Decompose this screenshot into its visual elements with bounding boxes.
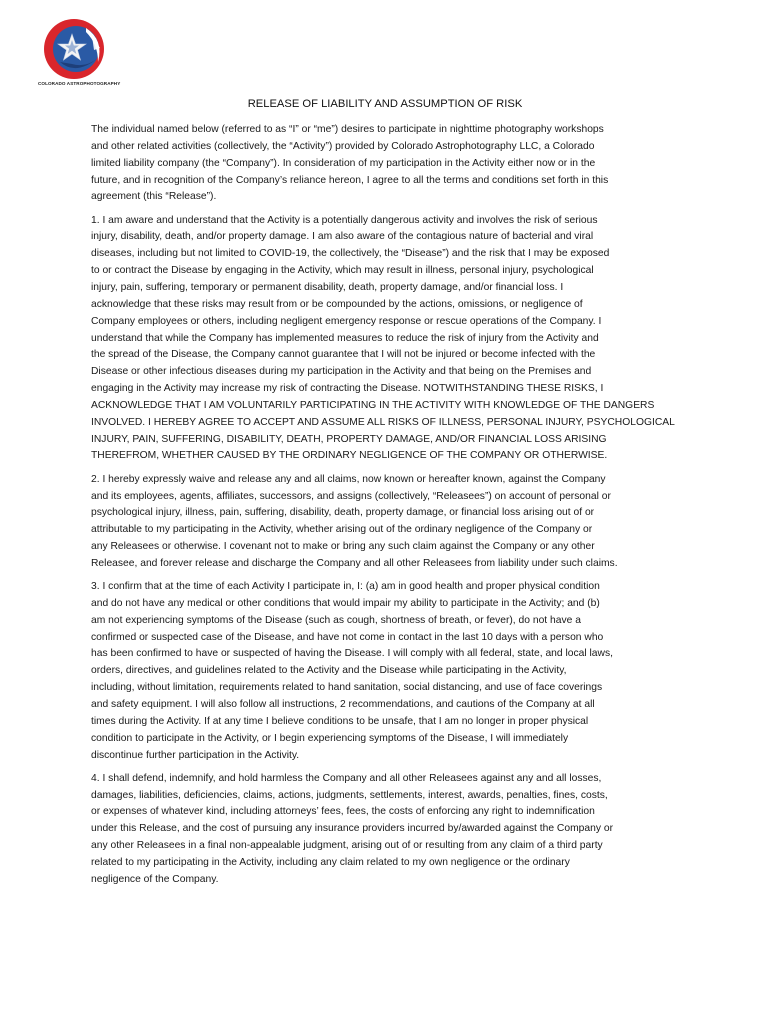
paragraph bbox=[91, 122, 681, 206]
paragraph-line: including, without limitation, requirements related to hand sanitation, social distancing, and use of face coverings bbox=[91, 682, 603, 694]
paragraph-line: any other Releasees in a final non-appealable judgment, arising out of or resulting from any claim of a third party bbox=[91, 840, 603, 852]
paragraph-line: injury, disability, death, and/or property damage. I am also aware of the contagious nature of bacterial and viral bbox=[91, 231, 594, 243]
paragraph-line: Releasee, and forever release and discharge the Company and all other Releasees from liability under such claims. bbox=[91, 557, 618, 569]
paragraph-line: negligence of the Company. bbox=[91, 873, 219, 885]
paragraph-line: and do not have any medical or other conditions that would impair my ability to participate in the Activity; and (b) bbox=[91, 597, 600, 609]
paragraph-line: or expenses of whatever kind, including attorneys’ fees, fees, the costs of enforcing any right to indemnification bbox=[91, 806, 595, 818]
star-in-circle-logo-icon bbox=[42, 18, 106, 80]
paragraph-line: understand that while the Company has implemented measures to reduce the risk of injury from the Activity and bbox=[91, 332, 599, 344]
paragraph-line: the spread of the Disease, the Company cannot guarantee that I will not be injured or become infected with the bbox=[91, 349, 596, 361]
paragraph-line: and other related activities (collectively, the “Activity”) provided by Colorado Astrophotography LLC, a Colorado bbox=[91, 140, 595, 152]
paragraph bbox=[91, 771, 681, 889]
paragraph bbox=[91, 579, 681, 764]
document-title: RELEASE OF LIABILITY AND ASSUMPTION OF RISK bbox=[247, 98, 523, 110]
paragraph-line: 2. I hereby expressly waive and release any and all claims, now known or hereafter known, against the Company bbox=[91, 473, 606, 485]
paragraph-line: any Releasees or otherwise. I covenant not to make or bring any such claim against the Company or any other bbox=[91, 541, 595, 553]
paragraph-line: engaging in the Activity may increase my risk of contracting the Disease. NOTWITHSTANDING THESE RISKS, I bbox=[91, 383, 604, 395]
paragraph-line: and safety equipment. I will also follow all instructions, 2 recommendations, and cautions of the Company at all bbox=[91, 699, 595, 711]
paragraph-line: has been confirmed to have or suspected of having the Disease. I will comply with all federal, state, and local laws, bbox=[91, 648, 613, 660]
document-body bbox=[91, 122, 681, 895]
paragraph-line: Disease or other infectious diseases during my participation in the Activity and that being on the Premises and bbox=[91, 366, 592, 378]
paragraph-line: Company employees or others, including negligent emergency response or rescue operations of the Company. I bbox=[91, 315, 602, 327]
paragraph-line: condition to participate in the Activity, or I begin experiencing symptoms of the Disease, I will immediately bbox=[91, 732, 569, 744]
paragraph-line: to or contract the Disease by engaging in the Activity, which may result in illness, personal injury, psychological bbox=[91, 265, 594, 277]
paragraph-line: 4. I shall defend, indemnify, and hold harmless the Company and all other Releasees against any and all losses, bbox=[91, 772, 602, 784]
paragraph-line: agreement (this “Release”). bbox=[91, 191, 217, 203]
paragraph-line: under this Release, and the cost of pursuing any insurance providers incurred by/awarded against the Company or bbox=[91, 823, 614, 835]
paragraph-line: The individual named below (referred to as “I” or “me”) desires to participate in nighttime photography workshops bbox=[91, 124, 604, 135]
paragraph-line: am not experiencing symptoms of the Disease (such as cough, shortness of breath, or fever), do not have a bbox=[91, 614, 581, 626]
paragraph-line: future, and in recognition of the Company’s reliance hereon, I agree to all the terms and conditions set forth in this bbox=[91, 174, 609, 186]
logo-caption: COLORADO ASTROPHOTOGRAPHY bbox=[38, 81, 121, 86]
paragraph-line: 1. I am aware and understand that the Activity is a potentially dangerous activity and involves the risk of serious bbox=[91, 214, 598, 226]
paragraph-line: limited liability company (the “Company”). In consideration of my participation in the Activity either now or in the bbox=[91, 157, 596, 169]
paragraph-line: THEREFROM, WHETHER CAUSED BY THE ORDINARY NEGLIGENCE OF THE COMPANY OR OTHERWISE. bbox=[91, 450, 608, 462]
paragraph bbox=[91, 472, 681, 573]
paragraph-line: acknowledge that these risks may result from or be compounded by the actions, omissions, or negligence of bbox=[91, 298, 583, 310]
paragraph-line: orders, directives, and guidelines related to the Activity and the Disease while participating in the Activity, bbox=[91, 665, 567, 677]
paragraph-line: related to my participating in the Activity, including any claim related to my own negligence or the ordinary bbox=[91, 857, 570, 868]
paragraph-line: damages, liabilities, deficiencies, claims, actions, judgments, settlements, interest, awards, penalties, fines, costs, bbox=[91, 789, 608, 801]
paragraph-line: ACKNOWLEDGE THAT I AM VOLUNTARILY PARTICIPATING IN THE ACTIVITY WITH KNOWLEDGE OF THE DANGERS bbox=[91, 399, 655, 411]
paragraph-line: 3. I confirm that at the time of each Activity I participate in, I: (a) am in good health and proper physical condition bbox=[91, 581, 600, 593]
paragraph bbox=[91, 213, 681, 466]
paragraph-line: attributable to my participating in the Activity, whether arising out of the ordinary negligence of the Company or bbox=[91, 524, 593, 536]
company-logo bbox=[38, 18, 121, 92]
paragraph-line: psychological injury, illness, pain, suffering, disability, death, property damage, or financial loss arising out of or bbox=[91, 507, 595, 519]
paragraph-line: INJURY, PAIN, SUFFERING, DISABILITY, DEATH, PROPERTY DAMAGE, AND/OR FINANCIAL LOSS ARISING bbox=[91, 433, 607, 445]
paragraph-line: injury, pain, suffering, temporary or permanent disability, death, property damage, and/or financial loss. I bbox=[91, 281, 564, 293]
paragraph-line: diseases, including but not limited to COVID-19, the collectively, the “Disease”) and the risk that I may be exposed bbox=[91, 248, 610, 260]
paragraph-line: and its employees, agents, affiliates, successors, and assigns (collectively, “Releasees”) on account of personal or bbox=[91, 490, 611, 502]
paragraph-line: confirmed or suspected case of the Disease, and have not come in contact in the last 10 days with a person who bbox=[91, 631, 604, 643]
paragraph-line: discontinue further participation in the Activity. bbox=[91, 749, 300, 761]
paragraph-line: times during the Activity. If at any time I believe conditions to be unsafe, that I am no longer in proper physical bbox=[91, 715, 589, 727]
paragraph-line: INVOLVED. I HEREBY AGREE TO ACCEPT AND ASSUME ALL RISKS OF ILLNESS, PERSONAL INJURY, PSYCHOLOGICAL bbox=[91, 416, 675, 428]
